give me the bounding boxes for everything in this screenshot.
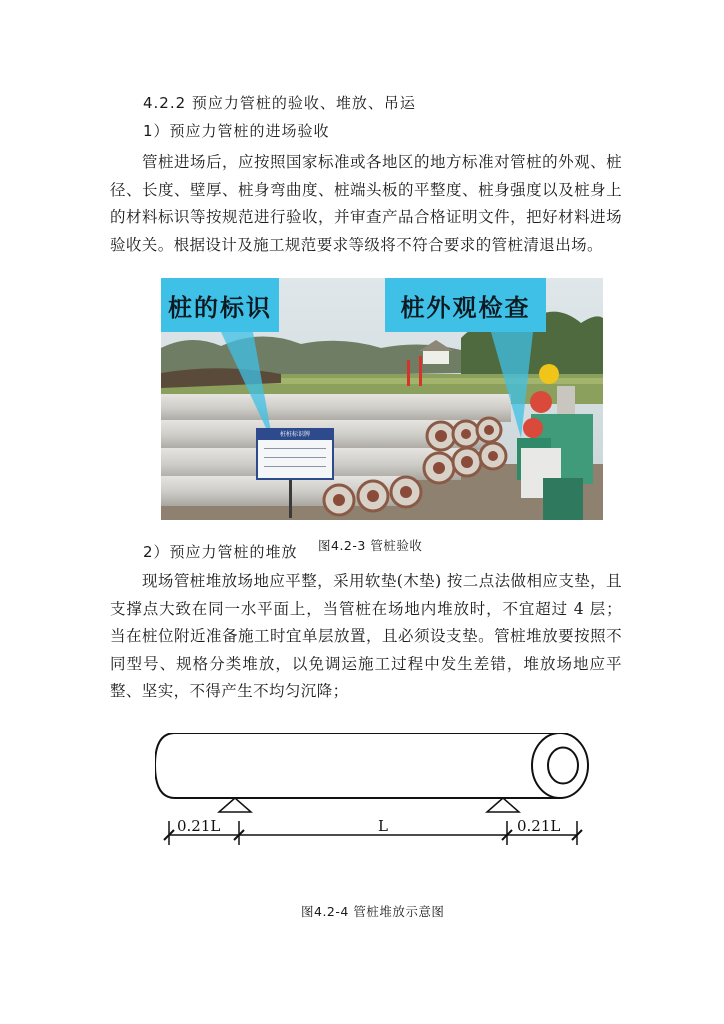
dimension-label-middle: L	[378, 817, 388, 835]
stacking-diagram-svg	[155, 733, 595, 858]
dimension-label-right: 0.21L	[517, 817, 561, 835]
callout-appearance-check: 桩外观检查	[385, 278, 546, 332]
section-heading: 4.2.2 预应力管桩的验收、堆放、吊运	[143, 94, 416, 112]
sign-line	[264, 457, 326, 458]
subheading-stacking: 2）预应力管桩的堆放	[143, 543, 298, 561]
callout-pile-marking: 桩的标识	[161, 278, 279, 332]
subheading-acceptance: 1）预应力管桩的进场验收	[143, 122, 330, 140]
pile-bore	[548, 748, 578, 784]
paragraph-acceptance: 管桩进场后，应按照国家标准或各地区的地方标准对管桩的外观、桩径、长度、壁厚、桩身弯曲度、桩端头板的平整度、桩身强度以及桩身上的材料标识等按规范进行验收，并审查产品合格证明文件，把好材料进场验收关。根据设计及施工规范要求等级将不符合要求的管桩清退出场。	[110, 153, 622, 254]
pile-stacking-diagram	[155, 733, 595, 858]
pile-inspection-photo	[161, 278, 603, 520]
pile-identification-sign	[256, 428, 334, 480]
right-support-icon	[487, 798, 519, 812]
figure-caption-acceptance: 图4.2-3 管桩验收	[318, 538, 423, 553]
dimension-label-left: 0.21L	[177, 817, 221, 835]
paragraph-stacking: 现场管桩堆放场地应平整，采用软垫(木垫) 按二点法做相应支垫，且支撑点大致在同一水平面上，当管桩在场地内堆放时，不宜超过 4 层；当在桩位附近准备施工时宜单层放置，且必须设支垫。管桩堆放要按照不同型号、规格分类堆放，以免调运施工过程中发生差错，堆放场地应平整、坚实，不得产生不均匀沉降；	[110, 572, 622, 700]
figure-caption-stacking: 图4.2-4 管桩堆放示意图	[301, 904, 445, 919]
sign-line	[264, 448, 326, 449]
pile-left-end	[155, 733, 175, 798]
sign-title: 桩桩标识牌	[258, 430, 332, 440]
sign-line	[264, 466, 326, 467]
left-support-icon	[219, 798, 251, 812]
